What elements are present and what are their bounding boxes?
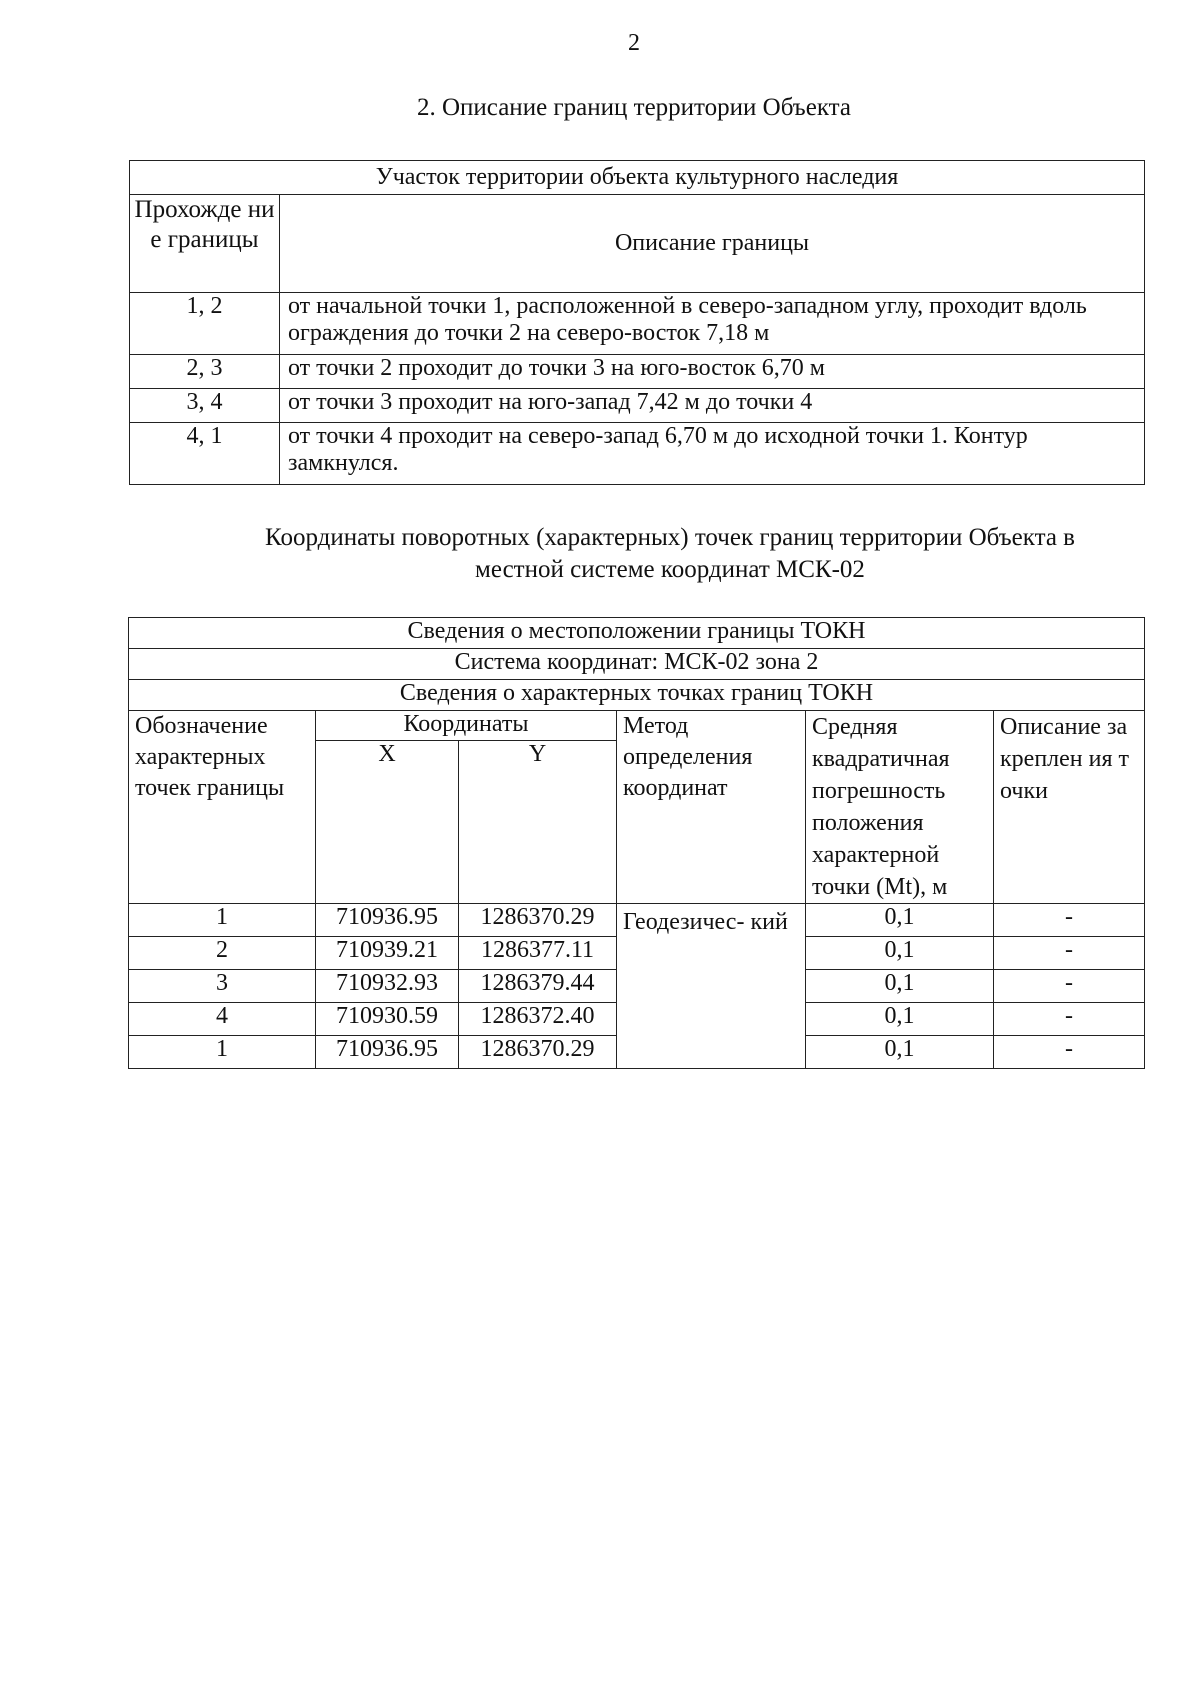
method-value: Геодезичес- кий bbox=[617, 904, 806, 1069]
coords-heading-location: Сведения о местоположении границы ТОКН bbox=[129, 618, 1145, 649]
fixation-value: - bbox=[994, 970, 1145, 1003]
coord-x: 710939.21 bbox=[316, 937, 459, 970]
point-label: 1 bbox=[129, 1036, 316, 1069]
coord-x: 710936.95 bbox=[316, 904, 459, 937]
col-y-header: Y bbox=[459, 741, 617, 904]
error-value: 0,1 bbox=[806, 904, 994, 937]
coordinates-table bbox=[128, 617, 1145, 1069]
coord-y: 1286379.44 bbox=[459, 970, 617, 1003]
boundary-description: от точки 4 проходит на северо-запад 6,70 м до исходной точки 1. Контур замкнулся. bbox=[280, 423, 1145, 485]
coordinates-title: Координаты поворотных (характерных) точек границ территории Объекта в местной системе координат МСК-02 bbox=[265, 524, 1075, 583]
point-label: 3 bbox=[129, 970, 316, 1003]
fixation-value: - bbox=[994, 1003, 1145, 1036]
col-x-header: X bbox=[316, 741, 459, 904]
boundary-description: от начальной точки 1, расположенной в северо-западном углу, проходит вдоль ограждения до точки 2 на северо-восток 7,18 м bbox=[280, 293, 1145, 355]
error-value: 0,1 bbox=[806, 970, 994, 1003]
coord-y: 1286377.11 bbox=[459, 937, 617, 970]
fixation-value: - bbox=[994, 1036, 1145, 1069]
col-coordinates-header: Координаты bbox=[316, 711, 617, 741]
error-value: 0,1 bbox=[806, 1036, 994, 1069]
coord-y: 1286370.29 bbox=[459, 1036, 617, 1069]
boundary-description: от точки 2 проходит до точки 3 на юго-восток 6,70 м bbox=[280, 355, 1145, 389]
boundary-table-heading: Участок территории объекта культурного наследия bbox=[130, 161, 1145, 195]
boundary-passage: 2, 3 bbox=[130, 355, 280, 389]
coord-x: 710932.93 bbox=[316, 970, 459, 1003]
fixation-value: - bbox=[994, 904, 1145, 937]
point-label: 1 bbox=[129, 904, 316, 937]
boundary-passage: 3, 4 bbox=[130, 389, 280, 423]
col-method-header: Метод определения координат bbox=[617, 711, 806, 904]
col-error-header: Средняя квадратичная погрешность положения характерной точки (Mt), м bbox=[806, 711, 994, 904]
coords-heading-system: Система координат: МСК-02 зона 2 bbox=[129, 649, 1145, 680]
fixation-value: - bbox=[994, 937, 1145, 970]
error-value: 0,1 bbox=[806, 1003, 994, 1036]
coord-x: 710936.95 bbox=[316, 1036, 459, 1069]
coord-y: 1286370.29 bbox=[459, 904, 617, 937]
point-label: 4 bbox=[129, 1003, 316, 1036]
point-label: 2 bbox=[129, 937, 316, 970]
error-value: 0,1 bbox=[806, 937, 994, 970]
page-number: 2 bbox=[628, 30, 640, 56]
col-fixation-header: Описание закреплен ия точки bbox=[994, 711, 1145, 904]
boundary-description-table bbox=[129, 160, 1145, 485]
coords-heading-points: Сведения о характерных точках границ ТОКН bbox=[129, 680, 1145, 711]
col-description-header: Описание границы bbox=[280, 195, 1145, 293]
coord-y: 1286372.40 bbox=[459, 1003, 617, 1036]
section-title: 2. Описание границ территории Объекта bbox=[417, 94, 851, 121]
col-passage-header: Прохожде ние границы bbox=[130, 195, 280, 293]
boundary-passage: 1, 2 bbox=[130, 293, 280, 355]
boundary-passage: 4, 1 bbox=[130, 423, 280, 485]
boundary-description: от точки 3 проходит на юго-запад 7,42 м до точки 4 bbox=[280, 389, 1145, 423]
col-point-header: Обозначение характерных точек границы bbox=[129, 711, 316, 904]
coord-x: 710930.59 bbox=[316, 1003, 459, 1036]
